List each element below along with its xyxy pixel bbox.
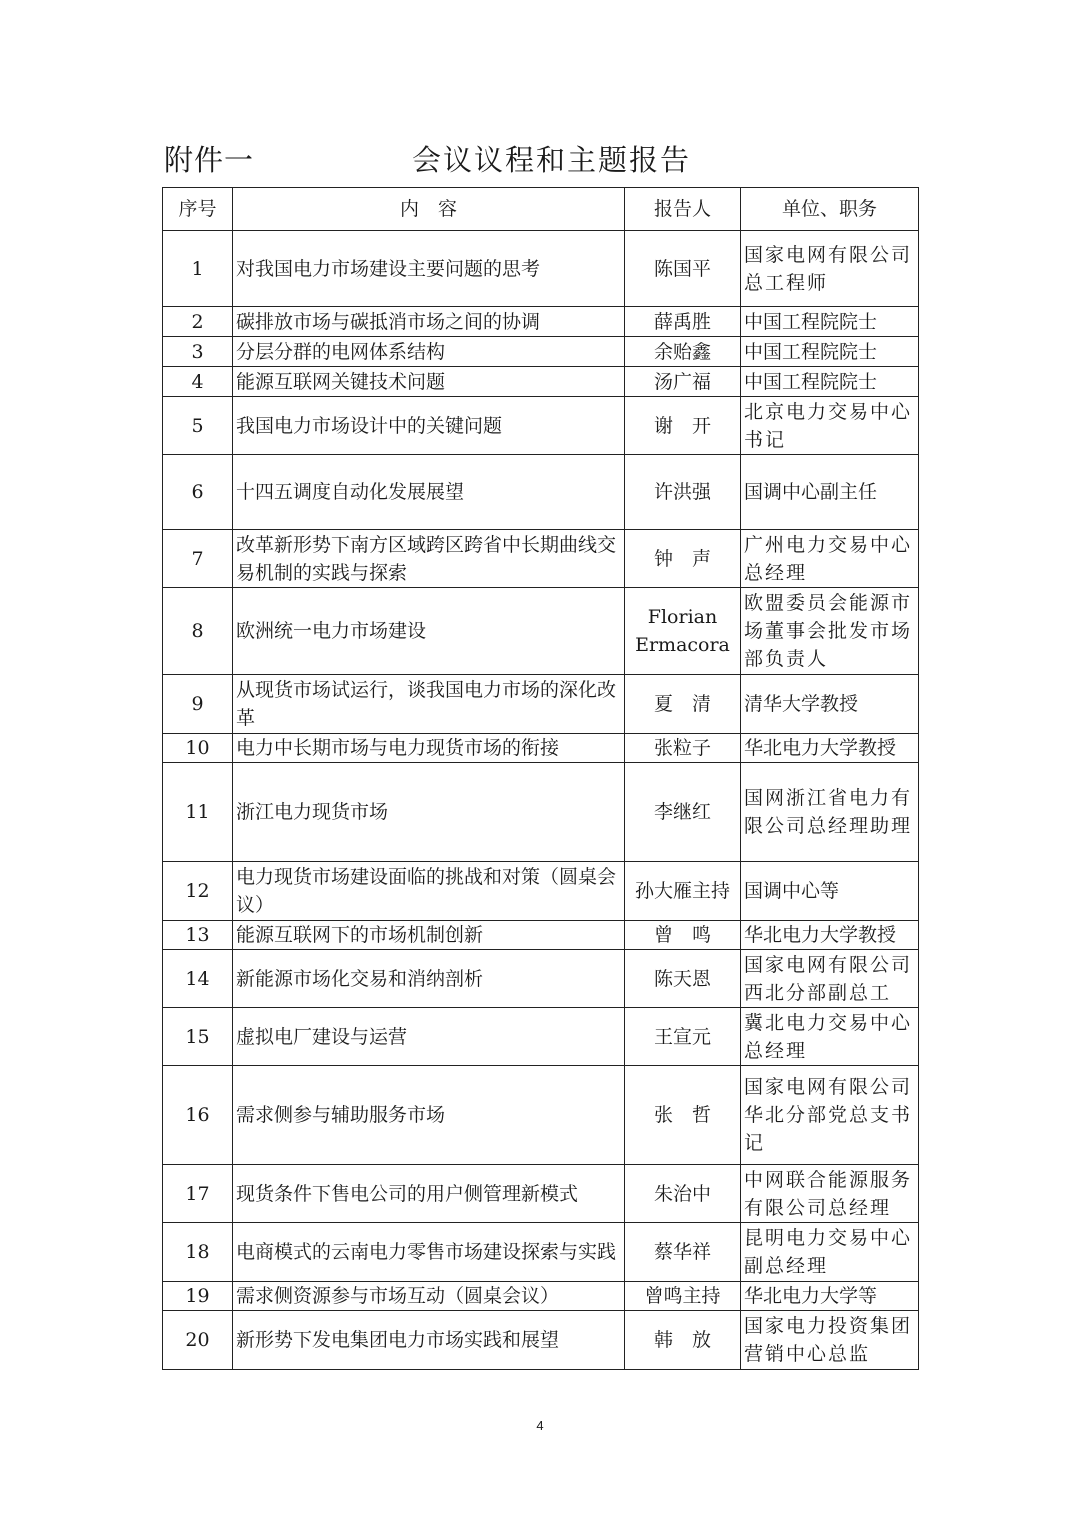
report-topic: 改革新形势下南方区域跨区跨省中长期曲线交易机制的实践与探索: [233, 530, 625, 588]
report-topic: 电力现货市场建设面临的挑战和对策（圆桌会议）: [233, 862, 625, 921]
report-topic: 能源互联网关键技术问题: [233, 367, 625, 397]
speaker-unit: 中网联合能源服务有限公司总经理: [741, 1165, 919, 1223]
report-topic: 现货条件下售电公司的用户侧管理新模式: [233, 1165, 625, 1223]
report-topic: 从现货市场试运行，谈我国电力市场的深化改革: [233, 675, 625, 734]
header-no: 序号: [163, 188, 233, 231]
speaker-unit: 冀北电力交易中心总经理: [741, 1008, 919, 1066]
speaker-name: 余贻鑫: [625, 337, 741, 367]
table-row: [163, 1165, 919, 1223]
speaker-name: 谢 开: [625, 397, 741, 455]
header-content: 内 容: [233, 188, 625, 231]
report-topic: 新能源市场化交易和消纳剖析: [233, 950, 625, 1008]
table-row: [163, 1066, 919, 1165]
table-row: [163, 950, 919, 1008]
table-row: [163, 1282, 919, 1311]
row-number: 14: [163, 950, 233, 1008]
speaker-name: 孙大雁主持: [625, 862, 741, 921]
speaker-unit: 华北电力大学等: [741, 1282, 919, 1311]
row-number: 4: [163, 367, 233, 397]
report-topic: 需求侧资源参与市场互动（圆桌会议）: [233, 1282, 625, 1311]
speaker-unit: 国网浙江省电力有限公司总经理助理: [741, 763, 919, 862]
speaker-unit: 国调中心等: [741, 862, 919, 921]
agenda-table: [162, 187, 919, 1370]
table-row: [163, 675, 919, 734]
speaker-unit: 华北电力大学教授: [741, 921, 919, 950]
page-heading: [164, 138, 924, 182]
table-header-row: [163, 188, 919, 231]
table-row: [163, 530, 919, 588]
speaker-name: 薛禹胜: [625, 307, 741, 337]
row-number: 16: [163, 1066, 233, 1165]
row-number: 6: [163, 455, 233, 530]
row-number: 11: [163, 763, 233, 862]
speaker-unit: 华北电力大学教授: [741, 734, 919, 763]
row-number: 18: [163, 1223, 233, 1282]
speaker-unit: 国家电网有限公司西北分部副总工: [741, 950, 919, 1008]
table-row: [163, 1008, 919, 1066]
speaker-name: 朱治中: [625, 1165, 741, 1223]
speaker-unit: 中国工程院院士: [741, 307, 919, 337]
speaker-name: 张 哲: [625, 1066, 741, 1165]
speaker-unit: 北京电力交易中心书记: [741, 397, 919, 455]
table-row: [163, 455, 919, 530]
report-topic: 欧洲统一电力市场建设: [233, 588, 625, 675]
report-topic: 我国电力市场设计中的关键问题: [233, 397, 625, 455]
speaker-unit: 国家电网有限公司华北分部党总支书记: [741, 1066, 919, 1165]
table-row: [163, 337, 919, 367]
report-topic: 碳排放市场与碳抵消市场之间的协调: [233, 307, 625, 337]
report-topic: 分层分群的电网体系结构: [233, 337, 625, 367]
speaker-unit: 国家电网有限公司总工程师: [741, 231, 919, 307]
report-topic: 能源互联网下的市场机制创新: [233, 921, 625, 950]
row-number: 15: [163, 1008, 233, 1066]
header-speaker: 报告人: [625, 188, 741, 231]
table-row: [163, 1311, 919, 1370]
row-number: 5: [163, 397, 233, 455]
speaker-name: 许洪强: [625, 455, 741, 530]
speaker-unit: 清华大学教授: [741, 675, 919, 734]
row-number: 7: [163, 530, 233, 588]
row-number: 2: [163, 307, 233, 337]
speaker-name: 陈国平: [625, 231, 741, 307]
speaker-name: 曾鸣主持: [625, 1282, 741, 1311]
speaker-unit: 国家电力投资集团营销中心总监: [741, 1311, 919, 1370]
speaker-name: 钟 声: [625, 530, 741, 588]
speaker-name: 夏 清: [625, 675, 741, 734]
row-number: 9: [163, 675, 233, 734]
report-topic: 电力中长期市场与电力现货市场的衔接: [233, 734, 625, 763]
speaker-name: 张粒子: [625, 734, 741, 763]
table-row: [163, 734, 919, 763]
document-title: 会议议程和主题报告: [412, 143, 692, 177]
report-topic: 需求侧参与辅助服务市场: [233, 1066, 625, 1165]
row-number: 13: [163, 921, 233, 950]
row-number: 8: [163, 588, 233, 675]
table-row: [163, 763, 919, 862]
page-number: 4: [536, 1418, 544, 1433]
table-row: [163, 1223, 919, 1282]
table-row: [163, 397, 919, 455]
report-topic: 新形势下发电集团电力市场实践和展望: [233, 1311, 625, 1370]
speaker-unit: 国调中心副主任: [741, 455, 919, 530]
row-number: 19: [163, 1282, 233, 1311]
row-number: 10: [163, 734, 233, 763]
speaker-name: 汤广福: [625, 367, 741, 397]
report-topic: 对我国电力市场建设主要问题的思考: [233, 231, 625, 307]
table-row: [163, 921, 919, 950]
table-row: [163, 307, 919, 337]
table-row: [163, 231, 919, 307]
speaker-unit: 中国工程院院士: [741, 367, 919, 397]
report-topic: 十四五调度自动化发展展望: [233, 455, 625, 530]
speaker-name: 王宣元: [625, 1008, 741, 1066]
speaker-name: 李继红: [625, 763, 741, 862]
speaker-name: 曾 鸣: [625, 921, 741, 950]
row-number: 17: [163, 1165, 233, 1223]
header-unit: 单位、职务: [741, 188, 919, 231]
speaker-name: 陈天恩: [625, 950, 741, 1008]
row-number: 20: [163, 1311, 233, 1370]
row-number: 12: [163, 862, 233, 921]
row-number: 3: [163, 337, 233, 367]
speaker-unit: 广州电力交易中心总经理: [741, 530, 919, 588]
row-number: 1: [163, 231, 233, 307]
speaker-unit: 欧盟委员会能源市场董事会批发市场部负责人: [741, 588, 919, 675]
report-topic: 电商模式的云南电力零售市场建设探索与实践: [233, 1223, 625, 1282]
table-row: [163, 588, 919, 675]
speaker-name: 蔡华祥: [625, 1223, 741, 1282]
speaker-name: Florian Ermacora: [625, 588, 741, 675]
report-topic: 虚拟电厂建设与运营: [233, 1008, 625, 1066]
speaker-unit: 昆明电力交易中心副总经理: [741, 1223, 919, 1282]
table-row: [163, 367, 919, 397]
report-topic: 浙江电力现货市场: [233, 763, 625, 862]
table-row: [163, 862, 919, 921]
speaker-unit: 中国工程院院士: [741, 337, 919, 367]
speaker-name: 韩 放: [625, 1311, 741, 1370]
attachment-label: 附件一: [164, 143, 255, 177]
